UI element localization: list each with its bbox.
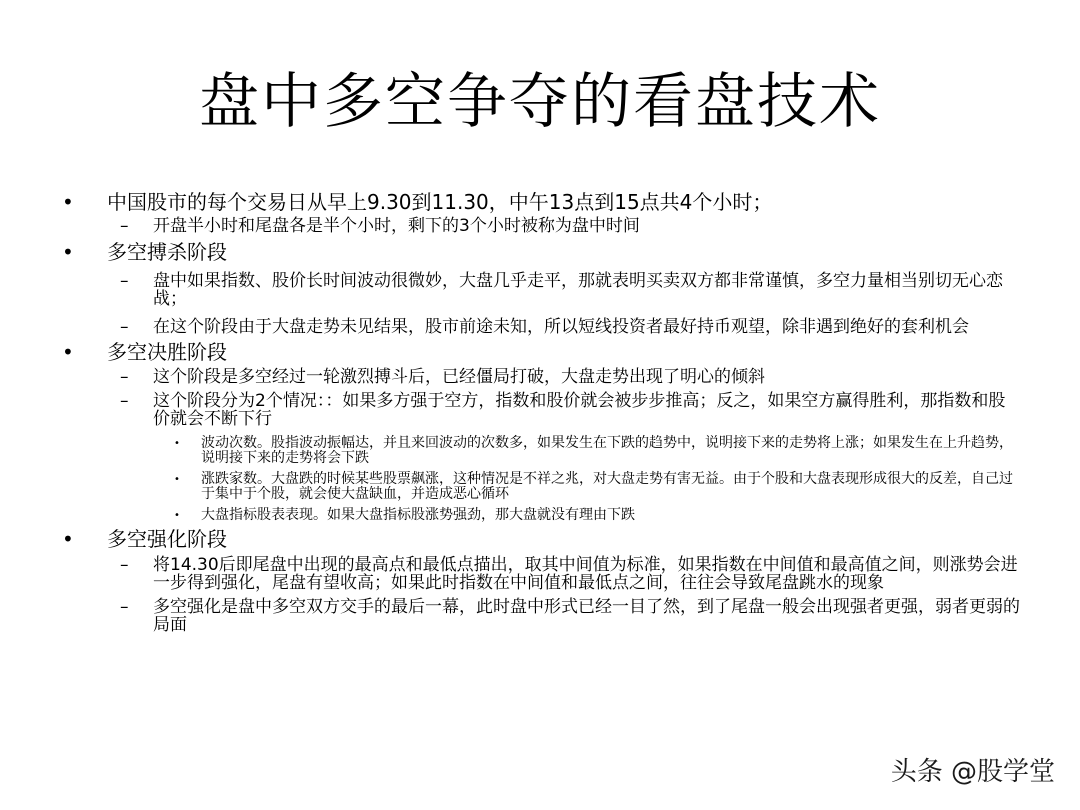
- bullet-dash: –: [120, 271, 129, 291]
- list-item: [60, 272, 1020, 308]
- list-item: [60, 318, 1020, 336]
- list-item-text: 盘中如果指数、股价长时间波动很微妙，大盘几乎走平，那就表明买卖双方都非常谨慎，多空力量相当别切无心恋战；: [153, 271, 1003, 309]
- list-item-text: 大盘指标股表表现。如果大盘指标股涨势强劲，那大盘就没有理由下跌: [201, 507, 635, 523]
- bullet-dot: •: [62, 340, 74, 364]
- bullet-small-dot: •: [174, 474, 180, 485]
- bullet-dot: •: [62, 240, 74, 264]
- slide-content: [60, 190, 1020, 640]
- bullet-dash: –: [120, 317, 129, 337]
- list-item-text: 多空强化是盘中多空双方交手的最后一幕，此时盘中形式已经一目了然，到了尾盘一般会出现强者更强，弱者更弱的局面: [153, 597, 1020, 635]
- list-item-text: 这个阶段分为2个情况：：如果多方强于空方，指数和股价就会被步步推高；反之，如果空方赢得胜利，那指数和股价就会不断下行: [153, 391, 1006, 429]
- list-item-text: 在这个阶段由于大盘走势未见结果，股市前途未知，所以短线投资者最好持币观望，除非遇到绝好的套利机会: [153, 317, 969, 337]
- list-item-text: 波动次数。股指波动振幅达，并且来回波动的次数多，如果发生在下跌的趋势中，说明接下来的走势将上涨；如果发生在上升趋势，说明接下来的走势将会下跌: [201, 435, 1013, 466]
- bullet-dash: –: [120, 597, 129, 617]
- watermark: 头条 @股学堂: [890, 757, 1055, 787]
- bullet-dash: –: [120, 555, 129, 575]
- list-item: [60, 472, 1020, 502]
- bullet-small-dot: •: [174, 438, 180, 449]
- list-item: [60, 556, 1020, 592]
- bullet-dash: –: [120, 391, 129, 411]
- list-item: [60, 508, 1020, 523]
- list-item: [60, 217, 1020, 235]
- list-item: [60, 190, 1020, 214]
- bullet-small-dot: •: [174, 510, 180, 521]
- list-item: [60, 527, 1020, 551]
- bullet-dash: –: [120, 367, 129, 387]
- list-item: [60, 240, 1020, 264]
- bullet-dot: •: [62, 190, 74, 214]
- list-item-text: 多空搏杀阶段: [107, 240, 227, 264]
- slide-title: 盘中多空争夺的看盘技术: [199, 67, 881, 137]
- list-item: [60, 598, 1020, 634]
- list-item: [60, 340, 1020, 364]
- bullet-dot: •: [62, 527, 74, 551]
- list-item-text: 将14.30后即尾盘中出现的最高点和最低点描出，取其中间值为标准，如果指数在中间值和最高值之间，则涨势会进一步得到强化，尾盘有望收高；如果此时指数在中间值和最低点之间，往往会导致尾盘跳水的现象: [153, 555, 1018, 593]
- list-item-text: 中国股市的每个交易日从早上9.30到11.30，中午13点到15点共4个小时；: [107, 190, 773, 214]
- list-item-text: 这个阶段是多空经过一轮激烈搏斗后，已经僵局打破，大盘走势出现了明心的倾斜: [153, 367, 765, 387]
- list-item: [60, 392, 1020, 428]
- list-item-text: 多空强化阶段: [107, 527, 227, 551]
- list-item: [60, 436, 1020, 466]
- list-item: [60, 368, 1020, 386]
- list-item-text: 多空决胜阶段: [107, 340, 227, 364]
- list-item-text: 涨跌家数。大盘跌的时候某些股票飙涨，这种情况是不祥之兆，对大盘走势有害无益。由于个股和大盘表现形成很大的反差，自己过于集中于个股，就会使大盘缺血，并造成恶心循环: [201, 471, 1013, 502]
- bullet-dash: –: [120, 216, 129, 236]
- list-item-text: 开盘半小时和尾盘各是半个小时，剩下的3个小时被称为盘中时间: [153, 216, 640, 236]
